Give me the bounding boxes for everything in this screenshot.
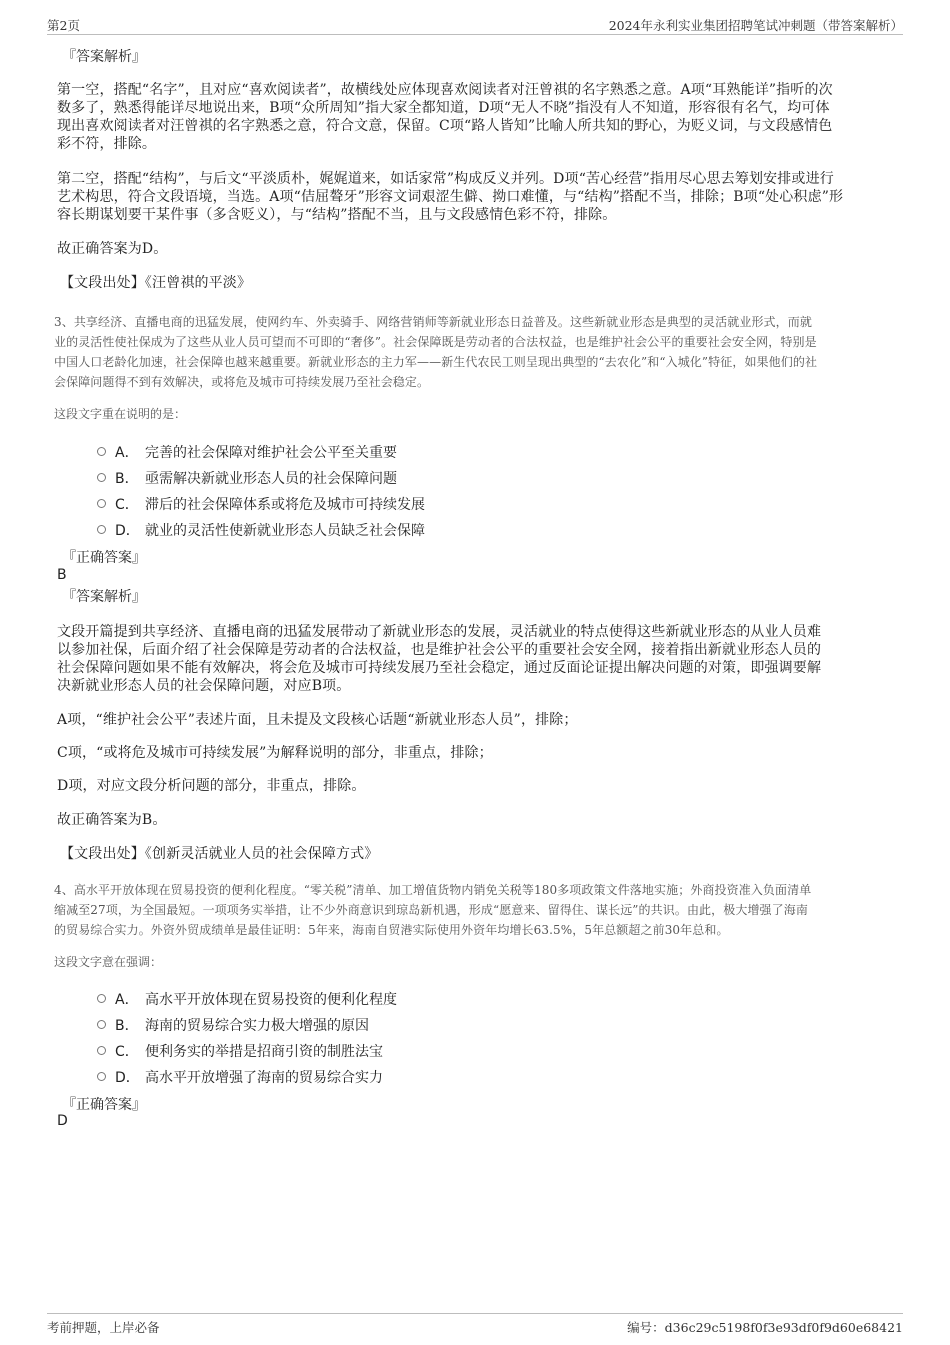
page-footer xyxy=(47,1313,903,1336)
correct-answer-q3: B xyxy=(57,567,67,583)
text-line: 容长期谋划要干某件事（多含贬义），与“结构”搭配不当，且与文段感情色彩不符，排除。 xyxy=(57,207,617,223)
correct-answer-label-q3: 『正确答案』 xyxy=(62,550,146,566)
text-line: 的贸易综合实力。外资外贸成绩单是最佳证明：5年来，海南自贸港实际使用外资年均增长63.5%，5年总额超之前30年总和。 xyxy=(54,923,729,937)
text-line: 第二空，搭配“结构”，与后文“平淡质朴，娓娓道来，如话家常”构成反义并列。D项“苦心经营”指用尽心思去筹划安排或进行 xyxy=(57,171,834,187)
radio-button-icon[interactable] xyxy=(97,499,106,508)
text-line: 4、高水平开放体现在贸易投资的便利化程度。“零关税”清单、加工增值货物内销免关税等180多项政策文件落地实施；外商投资准入负面清单 xyxy=(54,883,812,897)
text-line: 中国人口老龄化加速，社会保障也越来越重要。新就业形态的主力军——新生代农民工则呈现出典型的“去农化”和“入城化”特征，如果他们的社 xyxy=(54,355,818,369)
analysis-paragraph-q2-1 xyxy=(57,81,833,153)
text-line: 业的灵活性使社保成为了这些从业人员可望而不可即的“奢侈”。社会保障既是劳动者的合法权益，也是维护社会公平的重要社会安全网，特别是 xyxy=(54,335,817,349)
option-letter: D． xyxy=(115,1070,140,1086)
option-letter: B． xyxy=(115,471,139,487)
source-q2: 【文段出处】《汪曾祺的平淡》 xyxy=(60,275,252,291)
text-line: 缩减至27项，为全国最短。一项项务实举措，让不少外商意识到琼岛新机遇，形成“愿意来、留得住、谋长远”的共识。由此，极大增强了海南 xyxy=(54,903,808,917)
option-text: 就业的灵活性使新就业形态人员缺乏社会保障 xyxy=(145,523,425,539)
text-line: 决新就业形态人员的社会保障问题，对应B项。 xyxy=(57,678,351,694)
footer-slogan: 考前押题，上岸必备 xyxy=(47,1320,160,1335)
analysis-paragraph-q3 xyxy=(57,623,821,695)
source-q3: 【文段出处】《创新灵活就业人员的社会保障方式》 xyxy=(60,846,379,862)
document-title: 2024年永利实业集团招聘笔试冲刺题（带答案解析） xyxy=(608,18,903,33)
radio-button-icon[interactable] xyxy=(97,525,106,534)
option-letter: C． xyxy=(115,1044,139,1060)
text-line: 数多了，熟悉得能详尽地说出来，B项“众所周知”指大家全都知道，D项“无人不晓”指没有人不知道，形容很有名气，均可体 xyxy=(57,100,830,116)
analysis-note-c: C项，“或将危及城市可持续发展”为解释说明的部分，非重点，排除； xyxy=(57,745,493,761)
option-letter: A． xyxy=(115,992,139,1008)
conclusion-q3: 故正确答案为B。 xyxy=(57,812,167,828)
option-letter: A． xyxy=(115,445,139,461)
option-letter: D． xyxy=(115,523,140,539)
text-line: 会保障问题得不到有效解决，或将危及城市可持续发展乃至社会稳定。 xyxy=(54,375,430,389)
option-text: 便利务实的举措是招商引资的制胜法宝 xyxy=(145,1044,383,1060)
option-text: 滞后的社会保障体系或将危及城市可持续发展 xyxy=(145,497,425,513)
question-4-text xyxy=(54,880,811,940)
correct-answer-q4: D xyxy=(57,1113,68,1129)
text-line: 社会保障问题如果不能有效解决，将会危及城市可持续发展乃至社会稳定，通过反面论证提出解决问题的对策，即强调要解 xyxy=(57,660,822,676)
option-letter: C． xyxy=(115,497,139,513)
question-4-prompt: 这段文字意在强调： xyxy=(54,955,163,969)
analysis-note-d: D项，对应文段分析问题的部分，非重点，排除。 xyxy=(57,778,366,794)
conclusion-q2: 故正确答案为D。 xyxy=(57,241,168,257)
radio-button-icon[interactable] xyxy=(97,1072,106,1081)
question-3-prompt: 这段文字重在说明的是： xyxy=(54,407,187,421)
option-text: 亟需解决新就业形态人员的社会保障问题 xyxy=(145,471,397,487)
page-number: 第2页 xyxy=(47,18,80,33)
option-text: 高水平开放体现在贸易投资的便利化程度 xyxy=(145,992,397,1008)
question-3-text xyxy=(54,312,817,392)
text-line: 艺术构思，符合文段语境，当选。A项“佶屈聱牙”形容文词艰涩生僻、拗口难懂，与“结构”搭配不当，排除；B项“处心积虑”形 xyxy=(57,189,844,205)
correct-answer-label-q4: 『正确答案』 xyxy=(62,1097,146,1113)
radio-button-icon[interactable] xyxy=(97,1020,106,1029)
option-text: 高水平开放增强了海南的贸易综合实力 xyxy=(145,1070,383,1086)
text-line: 文段开篇提到共享经济、直播电商的迅猛发展带动了新就业形态的发展，灵活就业的特点使得这些新就业形态的从业人员难 xyxy=(57,624,822,640)
document-code: 编号：d36c29c5198f0f3e93df0f9d60e68421 xyxy=(627,1320,903,1335)
analysis-label-q3: 『答案解析』 xyxy=(62,589,146,605)
radio-button-icon[interactable] xyxy=(97,447,106,456)
option-text: 完善的社会保障对维护社会公平至关重要 xyxy=(145,445,397,461)
radio-button-icon[interactable] xyxy=(97,1046,106,1055)
text-line: 第一空，搭配“名字”，且对应“喜欢阅读者”，故横线处应体现喜欢阅读者对汪曾祺的名字熟悉之意。A项“耳熟能详”指听的次 xyxy=(57,82,833,98)
text-line: 以参加社保，后面介绍了社会保障是劳动者的合法权益，也是维护社会公平的重要社会安全网，接着指出新就业形态人员的 xyxy=(57,642,822,658)
analysis-paragraph-q2-2 xyxy=(57,170,843,224)
option-text: 海南的贸易综合实力极大增强的原因 xyxy=(145,1018,369,1034)
text-line: 3、共享经济、直播电商的迅猛发展，使网约车、外卖骑手、网络营销师等新就业形态日益普及。这些新就业形态是典型的灵活就业形式，而就 xyxy=(54,315,812,329)
analysis-label-q2: 『答案解析』 xyxy=(62,49,146,65)
page-header xyxy=(47,14,903,35)
radio-button-icon[interactable] xyxy=(97,994,106,1003)
radio-button-icon[interactable] xyxy=(97,473,106,482)
analysis-note-a: A项，“维护社会公平”表述片面，且未提及文段核心话题“新就业形态人员”，排除； xyxy=(57,712,578,728)
option-letter: B． xyxy=(115,1018,139,1034)
text-line: 现出喜欢阅读者对汪曾祺的名字熟悉之意，符合文意，保留。C项“路人皆知”比喻人所共知的野心，为贬义词，与文段感情色 xyxy=(57,118,833,134)
text-line: 彩不符，排除。 xyxy=(57,136,157,152)
